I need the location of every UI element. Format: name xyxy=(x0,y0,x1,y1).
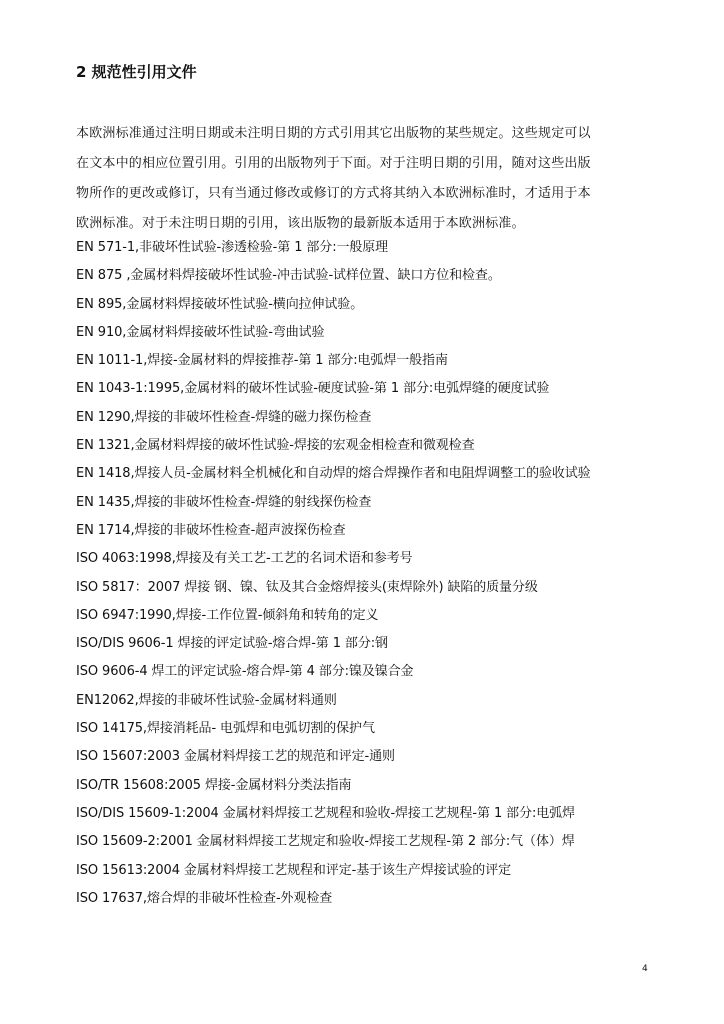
reference-item: ISO/DIS 9606-1 焊接的评定试验-熔合焊-第 1 部分:钢 xyxy=(76,636,388,652)
reference-item: EN 1714,焊接的非破坏性检查-超声波探伤检查 xyxy=(76,522,346,538)
reference-item: EN 910,金属材料焊接破坏性试验-弯曲试验 xyxy=(76,324,325,340)
reference-item: EN 1435,焊接的非破坏性检查-焊缝的射线探伤检查 xyxy=(76,494,372,510)
reference-item: ISO 4063:1998,焊接及有关工艺-工艺的名词术语和参考号 xyxy=(76,551,413,567)
reference-item: EN 1290,焊接的非破坏性检查-焊缝的磁力探伤检查 xyxy=(76,409,372,425)
reference-item: ISO 15613:2004 金属材料焊接工艺规程和评定-基于该生产焊接试验的评定 xyxy=(76,862,511,878)
reference-item: ISO/TR 15608:2005 焊接-金属材料分类法指南 xyxy=(76,777,352,793)
reference-item: ISO/DIS 15609-1:2004 金属材料焊接工艺规程和验收-焊接工艺规程-第 1 部分:电弧焊 xyxy=(76,805,575,821)
intro-line: 在文本中的相应位置引用。引用的出版物列于下面。对于注明日期的引用，随对这些出版 xyxy=(76,156,591,171)
intro-paragraph xyxy=(76,121,656,241)
reference-item: ISO 14175,焊接消耗品- 电弧焊和电弧切割的保护气 xyxy=(76,721,375,737)
reference-item: EN 1043-1:1995,金属材料的破坏性试验-硬度试验-第 1 部分:电弧焊缝的硬度试验 xyxy=(76,381,550,397)
reference-item: ISO 9606-4 焊工的评定试验-熔合焊-第 4 部分:镍及镍合金 xyxy=(76,664,414,680)
reference-item: EN12062,焊接的非破坏性试验-金属材料通则 xyxy=(76,692,337,708)
reference-item: EN 1418,焊接人员-金属材料全机械化和自动焊的熔合焊操作者和电阻焊调整工的验收试验 xyxy=(76,466,591,482)
reference-item: ISO 17637,熔合焊的非破坏性检查-外观检查 xyxy=(76,890,333,906)
intro-line: 本欧洲标准通过注明日期或未注明日期的方式引用其它出版物的某些规定。这些规定可以 xyxy=(76,126,591,141)
reference-list xyxy=(76,234,666,913)
reference-item: EN 1011-1,焊接-金属材料的焊接推荐-第 1 部分:电弧焊一般指南 xyxy=(76,353,448,369)
reference-item: ISO 5817：2007 焊接 钢、镍、钛及其合金熔焊接头(束焊除外) 缺陷的质量分级 xyxy=(76,579,538,595)
reference-item: EN 875 ,金属材料焊接破坏性试验-冲击试验-试样位置、缺口方位和检查。 xyxy=(76,268,501,284)
reference-item: ISO 15607:2003 金属材料焊接工艺的规范和评定-通则 xyxy=(76,749,395,765)
reference-item: ISO 15609-2:2001 金属材料焊接工艺规定和验收-焊接工艺规程-第 2 部分:气（体）焊 xyxy=(76,834,575,850)
reference-item: EN 1321,金属材料焊接的破坏性试验-焊接的宏观金相检查和微观检查 xyxy=(76,438,475,454)
reference-item: EN 571-1,非破坏性试验-渗透检验-第 1 部分:一般原理 xyxy=(76,240,389,255)
intro-line: 欧洲标准。对于未注明日期的引用，该出版物的最新版本适用于本欧洲标准。 xyxy=(76,216,525,231)
intro-line: 物所作的更改或修订，只有当通过修改或修订的方式将其纳入本欧洲标准时，才适用于本 xyxy=(76,186,591,201)
page-number: 4 xyxy=(642,964,648,974)
reference-item: ISO 6947:1990,焊接-工作位置-倾斜角和转角的定义 xyxy=(76,607,379,623)
section-heading: 2 规范性引用文件 xyxy=(76,63,197,81)
reference-item: EN 895,金属材料焊接破坏性试验-横向拉伸试验。 xyxy=(76,296,364,312)
